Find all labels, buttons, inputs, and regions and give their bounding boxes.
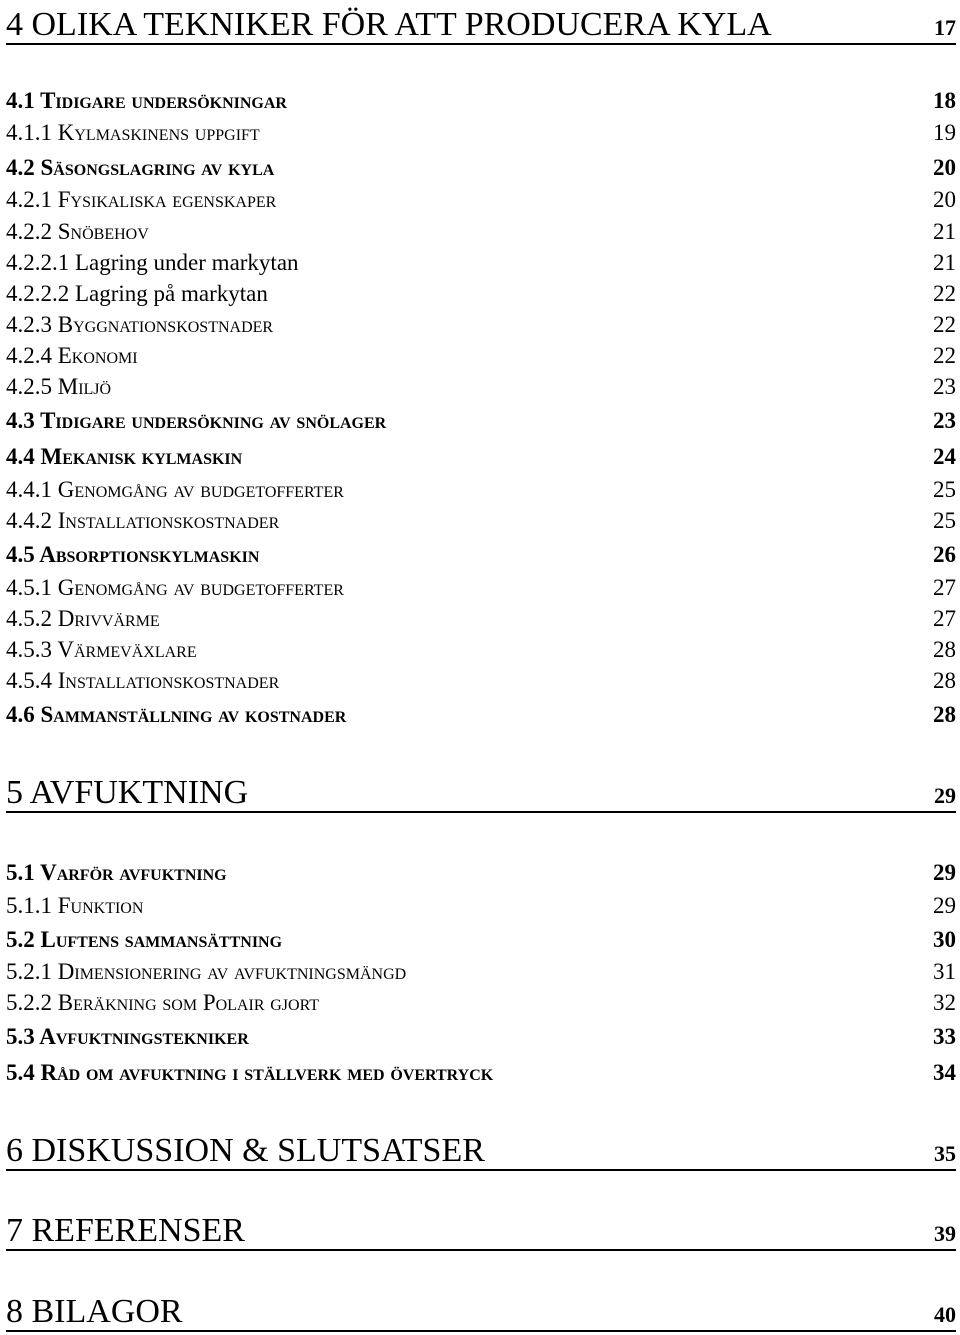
toc-entry-title: 4.2.2.1 Lagring under markytan: [6, 250, 299, 275]
toc-entry-page: 17: [934, 15, 956, 40]
toc-entry-subsection: [6, 313, 956, 336]
toc-entry-title: 8 BILAGOR: [6, 1293, 183, 1330]
toc-entry-title: 4.2.2 Snöbehov: [6, 219, 149, 244]
toc-entry-title: 4.5 Absorptionskylmaskin: [6, 542, 260, 567]
toc-entry-page: 19: [933, 120, 956, 145]
toc-entry-title: 4.1 Tidigare undersökningar: [6, 88, 287, 113]
toc-entry-subsection: [6, 991, 956, 1014]
toc-entry-page: 32: [933, 990, 956, 1015]
toc-entry-page: 21: [933, 250, 956, 275]
toc-entry-page: 18: [933, 88, 956, 113]
toc-entry-page: 39: [934, 1221, 956, 1246]
toc-entry-title: 5.2 Luftens sammansättning: [6, 927, 283, 952]
toc-entry-page: 25: [933, 477, 956, 502]
toc-entry-title: 4.1.1 Kylmaskinens uppgift: [6, 120, 260, 145]
toc-entry-page: 27: [933, 606, 956, 631]
toc-entry-page: 28: [933, 702, 956, 727]
toc-entry-title: 4.5.4 Installationskostnader: [6, 668, 280, 693]
toc-entry-title: 4.5.1 Genomgång av budgetofferter: [6, 575, 344, 600]
toc-entry-subsection: [6, 121, 956, 144]
toc-entry-title: 7 REFERENSER: [6, 1212, 245, 1249]
toc-entry-page: 29: [933, 860, 956, 885]
toc-entry-subsection: [6, 375, 956, 398]
toc-entry-title: 4.6 Sammanställning av kostnader: [6, 702, 347, 727]
toc-entry-chapter: [6, 8, 956, 45]
toc-entry-page: 29: [934, 783, 956, 808]
toc-entry-section: [6, 445, 956, 468]
toc-entry-title: 4.3 Tidigare undersökning av snölager: [6, 408, 387, 433]
toc-entry-subsection: [6, 638, 956, 661]
toc-entry-page: 28: [933, 637, 956, 662]
toc-entry-subsection: [6, 607, 956, 630]
toc-entry-page: 30: [933, 927, 956, 952]
toc-entry-subsection: [6, 509, 956, 532]
toc-entry-page: 22: [933, 312, 956, 337]
toc-entry-page: 29: [933, 893, 956, 918]
toc-entry-title: 4.4 Mekanisk kylmaskin: [6, 444, 243, 469]
toc-entry-title: 4.4.1 Genomgång av budgetofferter: [6, 477, 344, 502]
toc-entry-page: 24: [933, 444, 956, 469]
toc-entry-page: 27: [933, 575, 956, 600]
toc-entry-title: 5.2.2 Beräkning som Polair gjort: [6, 990, 320, 1015]
toc-entry-page: 34: [933, 1060, 956, 1085]
toc-entry-subsection: [6, 669, 956, 692]
toc-entry-section: [6, 928, 956, 951]
toc-entry-title: 6 DISKUSSION & SLUTSATSER: [6, 1132, 485, 1169]
toc-entry-page: 40: [934, 1302, 956, 1327]
toc-entry-title: 5 AVFUKTNING: [6, 774, 249, 811]
toc-entry-title: 5.4 Råd om avfuktning i ställverk med övertryck: [6, 1060, 494, 1085]
toc-entry-section: [6, 1025, 956, 1048]
toc-entry-page: 35: [934, 1141, 956, 1166]
toc-entry-section: [6, 703, 956, 726]
toc-entry-title: 4.2.3 Byggnationskostnader: [6, 312, 274, 337]
toc-entry-title: 4.2.4 Ekonomi: [6, 343, 138, 368]
toc-entry-title: 5.3 Avfuktningstekniker: [6, 1024, 249, 1049]
toc-entry-chapter: [6, 1295, 956, 1332]
toc-entry-chapter: [6, 1134, 956, 1171]
toc-entry-page: 28: [933, 668, 956, 693]
toc-entry-page: 22: [933, 343, 956, 368]
toc-entry-subsection: [6, 188, 956, 211]
toc-entry-page: 22: [933, 281, 956, 306]
toc-entry-title: 4.2.2.2 Lagring på markytan: [6, 281, 268, 306]
toc-entry-page: 23: [933, 408, 956, 433]
toc-entry-page: 23: [933, 374, 956, 399]
toc-entry-title: 4.2.5 Miljö: [6, 374, 112, 399]
toc-entry-subsection: [6, 478, 956, 501]
toc-entry-subsubsection: [6, 251, 956, 274]
toc-entry-section: [6, 409, 956, 432]
toc-entry-subsection: [6, 960, 956, 983]
toc-entry-section: [6, 861, 956, 884]
toc-entry-subsection: [6, 220, 956, 243]
toc-entry-page: 26: [933, 542, 956, 567]
toc-entry-section: [6, 156, 956, 179]
toc-entry-page: 25: [933, 508, 956, 533]
toc-entry-section: [6, 89, 956, 112]
toc-entry-title: 4.5.2 Drivvärme: [6, 606, 160, 631]
toc-entry-page: 33: [933, 1024, 956, 1049]
toc-entry-title: 4.4.2 Installationskostnader: [6, 508, 280, 533]
toc-entry-subsection: [6, 894, 956, 917]
toc-entry-subsubsection: [6, 282, 956, 305]
toc-entry-page: 21: [933, 219, 956, 244]
toc-entry-title: 4.2.1 Fysikaliska egenskaper: [6, 187, 277, 212]
toc-entry-title: 4.5.3 Värmeväxlare: [6, 637, 197, 662]
toc-entry-page: 20: [933, 155, 956, 180]
toc-entry-title: 4.2 Säsongslagring av kyla: [6, 155, 275, 180]
toc-entry-title: 5.1.1 Funktion: [6, 893, 144, 918]
toc-entry-title: 5.2.1 Dimensionering av avfuktningsmängd: [6, 959, 407, 984]
toc-entry-chapter: [6, 1214, 956, 1251]
toc-entry-subsection: [6, 344, 956, 367]
toc-entry-title: 4 OLIKA TEKNIKER FÖR ATT PRODUCERA KYLA: [6, 6, 772, 43]
toc-entry-subsection: [6, 576, 956, 599]
toc-entry-page: 31: [933, 959, 956, 984]
toc-entry-section: [6, 543, 956, 566]
toc-entry-title: 5.1 Varför avfuktning: [6, 860, 227, 885]
toc-entry-chapter: [6, 776, 956, 813]
toc-entry-section: [6, 1061, 956, 1084]
toc-entry-page: 20: [933, 187, 956, 212]
